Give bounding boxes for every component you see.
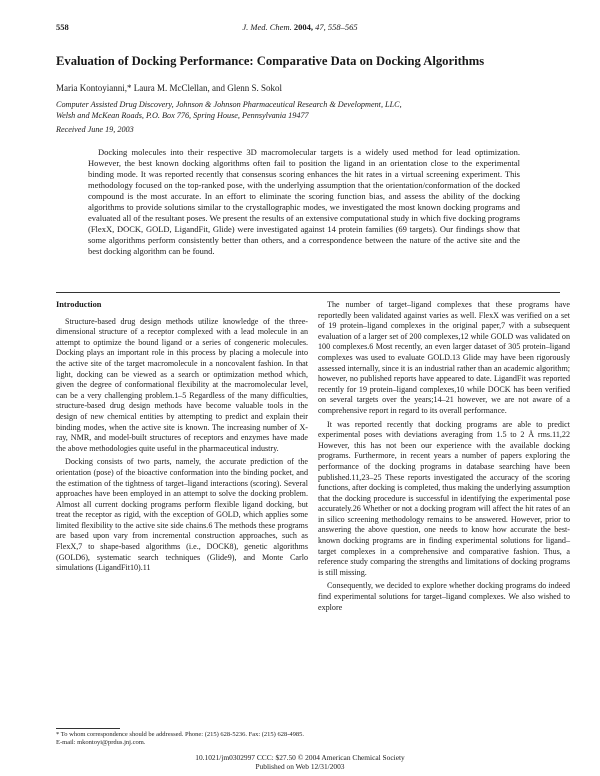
journal-citation [56, 22, 544, 32]
abstract: Docking molecules into their respective 3D macromolecular targets is a widely used method for lead optimization. However, the best known docking algorithms often fail to position the ligand in an orientation close to the experimental binding mode. It was reported recently that consensus scoring enhances the hit rates in a virtual screening experiment. This methodology focused on the top-ranked pose, with the underlying assumption that the orientation/conformation of the docked compound is the most accurate. In an effort to eliminate the scoring function bias, and assess the ability of the docking algorithms to provide solutions similar to the crystallographic modes, we investigated the most known docking programs and evaluated all of the resultant poses. We present the results of an extensive computational study in which five docking programs (FlexX, DOCK, GOLD, LigandFit, Glide) were investigated against 14 protein families (69 targets). Our findings show that some algorithms perform consistently better than others, and a correspondence between the nature of the active site and the best docking algorithm can be found. [88, 147, 520, 257]
journal-pages: 558–565 [327, 22, 358, 32]
author-list: Maria Kontoyianni,* Laura M. McClellan, and Glenn S. Sokol [56, 83, 282, 93]
body-paragraph: Docking consists of two parts, namely, the accurate prediction of the orientation (pose) of the bioactive conformation into the binding pocket, and the estimation of the tightness of target–ligand interactions (scoring). Several approaches have been employed in an attempt to solve the docking problem. Almost all current docking programs perform flexible ligand docking, but treat the receptor as rigid, with the exception of GOLD, which applies some limited flexibility to the active site side chains.6 The methods these programs are based upon vary from incremental construction approaches, such as FlexX,7 to shape-based algorithms (i.e., DOCK8), genetic algorithms (GOLD6), systematic search techniques (Glide9), and Monte Carlo simulations (LigandFit10).11 [56, 457, 308, 573]
right-column [318, 300, 570, 613]
introduction-heading: Introduction [56, 300, 102, 309]
publication-date-line: Published on Web 12/31/2003 [255, 762, 345, 771]
affiliation [56, 99, 402, 121]
journal-name: J. Med. Chem. [242, 22, 292, 32]
section-divider [56, 292, 560, 293]
running-header [56, 22, 544, 36]
received-date: Received June 19, 2003 [56, 125, 134, 134]
body-paragraph: Structure-based drug design methods utilize knowledge of the three-dimensional structure of a receptor complexed with a lead molecule in an attempt to optimize the bound ligand or a series of congeneric molecules. Docking plays an important role in this process by placing a molecule into the active site of the target macromolecule in a noncovalent fashion. In that light, docking can be viewed as a search or optimization method which, given the degree of conformational flexibility at the macromolecular level, can be a very challenging problem.1–5 Regardless of the many difficulties, structure-based drug design methods have become valuable tools in the design of new chemical entities by attempting to predict and explain their binding modes, when the active site is known. The increasing number of X-ray, NMR, and model-built structures of receptors and enzymes have made the above methodologies quite useful in the pharmaceutical industry. [56, 316, 308, 453]
affiliation-line-2: Welsh and McKean Roads, P.O. Box 776, Spring House, Pennsylvania 19477 [56, 111, 309, 121]
footnote-divider [56, 728, 120, 729]
journal-year: 2004, [293, 22, 313, 32]
page-footer [0, 753, 600, 771]
body-paragraph: The number of target–ligand complexes that these programs have reportedly been validated against varies as well. FlexX was verified on a set of 19 protein–ligand complexes in the original paper,7 with a subsequent evaluation of a larger set of 200 complexes,12 while GOLD was validated on 100 complexes.6 Most recently, an even larger dataset of 305 protein–ligand complexes was used to evaluate GOLD.13 Glide may have been rigorously assessed internally, since it is an industrial rather than an academic algorithm; however, no published reports have appeared to date. LigandFit was reported recently for 19 protein–ligand complexes,10 while DOCK has been verified on several targets over the years;14–21 however, we are not aware of a comprehensive report in regard to its overall performance. [318, 300, 570, 415]
left-column [56, 300, 308, 574]
affiliation-line-1: Computer Assisted Drug Discovery, Johnson & Johnson Pharmaceutical Research & Development, LLC, [56, 100, 402, 109]
page-number: 558 [56, 22, 69, 32]
journal-volume: 47, [315, 22, 326, 32]
doi-copyright-line: 10.1021/jm0302997 CCC: $27.50 © 2004 American Chemical Society [195, 753, 405, 762]
body-paragraph: It was reported recently that docking programs are able to predict experimental poses with deviations averaging from 1.5 to 2 Å rms.11,22 However, this has not been our experience with the available docking programs. Furthermore, in recent years a number of papers exploring the performance of the docking programs in database searching have been published.11,23–25 These reports investigated the accuracy of the scoring functions, after docking is completed, thus making the underlying assumption that the docking procedure is successful in identifying the experimental pose accurately.26 Whether or not a docking program will affect the hit rates of an in silico screening methodology remains to be answered. However, prior to answering the above question, one needs to know how accurate the best-known docking programs are in finding experimental solutions for ligand–target complexes in a comprehensive and comparative fashion. Thus, a reference study comparing the strengths and limitations of docking programs is still missing. [318, 419, 570, 577]
body-paragraph: Consequently, we decided to explore whether docking programs do indeed find experimental solutions for target–ligand complexes. We also wished to explore [318, 581, 570, 612]
corresponding-author-footnote: * To whom correspondence should be addressed. Phone: (215) 628-5236. Fax: (215) 628-4985. E-mail: mkontoyi@prdus.jnj.com. [56, 731, 305, 747]
article-title: Evaluation of Docking Performance: Comparative Data on Docking Algorithms [56, 54, 485, 68]
